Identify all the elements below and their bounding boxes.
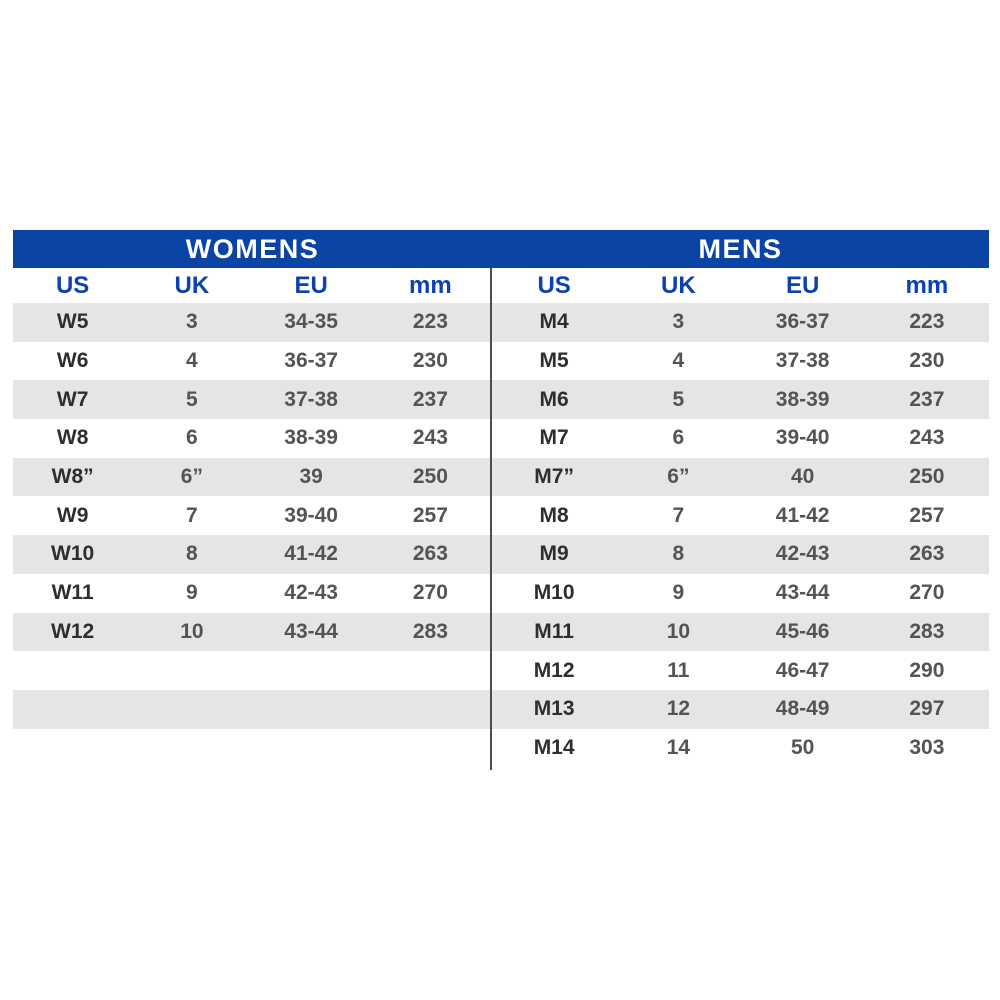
table-row [492, 729, 989, 768]
cell: 38-39 [775, 387, 830, 411]
cell: 230 [412, 349, 448, 373]
cell: W12 [51, 619, 95, 643]
mens-rows [492, 303, 989, 767]
cell: 39-40 [775, 426, 830, 450]
cell: 230 [909, 349, 945, 373]
cell: 7 [672, 503, 685, 527]
table-row [492, 690, 989, 729]
cell: M7 [539, 426, 569, 450]
mens-column-headers [492, 268, 989, 303]
cell: 263 [412, 542, 448, 566]
cell: 9 [672, 581, 685, 605]
table-row [492, 651, 989, 690]
cell: 50 [790, 735, 815, 759]
table-row [13, 613, 490, 652]
title-bar [13, 230, 989, 268]
womens-column-headers [13, 268, 490, 303]
cell: 36-37 [284, 349, 338, 373]
cell: 223 [412, 310, 448, 334]
cell: 48-49 [775, 697, 830, 721]
cell: 250 [909, 465, 945, 489]
cell: M5 [539, 349, 569, 373]
table-row [13, 651, 490, 690]
cell: 257 [412, 503, 448, 527]
column-header: mm [409, 271, 452, 299]
table-row [13, 690, 490, 729]
cell: M12 [533, 658, 575, 682]
column-header: UK [174, 271, 210, 299]
cell: 41-42 [775, 503, 830, 527]
cell: 283 [412, 619, 448, 643]
cell: 34-35 [284, 310, 338, 334]
section-divider-line [490, 268, 492, 770]
cell: M14 [533, 735, 575, 759]
cell: 42-43 [775, 542, 830, 566]
cell: M6 [539, 387, 569, 411]
cell: 270 [412, 581, 448, 605]
cell: 43-44 [284, 619, 338, 643]
table-row [492, 574, 989, 613]
womens-table [13, 268, 490, 767]
cell: M8 [539, 503, 569, 527]
cell: 10 [666, 619, 691, 643]
cell: 38-39 [284, 426, 338, 450]
cell: 297 [909, 697, 945, 721]
table-row [492, 303, 989, 342]
cell: W11 [51, 581, 94, 605]
column-header: EU [785, 271, 820, 299]
cell: 37-38 [284, 387, 338, 411]
shoe-size-chart [13, 230, 989, 767]
table-row [13, 458, 490, 497]
cell: 39 [299, 465, 323, 489]
column-header: mm [905, 271, 949, 299]
table-row [13, 419, 490, 458]
table-row [13, 342, 490, 381]
womens-rows [13, 303, 490, 729]
tables-area [13, 268, 989, 767]
cell: M7” [534, 465, 574, 489]
cell: W9 [56, 503, 89, 527]
table-row [492, 419, 989, 458]
column-header: US [537, 271, 571, 299]
cell: 41-42 [284, 542, 338, 566]
cell: 8 [672, 542, 685, 566]
cell: 6” [667, 465, 690, 489]
cell: 9 [186, 581, 198, 605]
column-header: US [55, 271, 90, 299]
table-row [492, 342, 989, 381]
cell: 283 [909, 619, 945, 643]
cell: 36-37 [775, 310, 830, 334]
cell: W5 [56, 310, 89, 334]
table-row [492, 380, 989, 419]
mens-section-title: MENS [698, 233, 783, 264]
womens-section-title: WOMENS [185, 233, 320, 264]
table-row [13, 535, 490, 574]
cell: W6 [56, 349, 89, 373]
table-row [492, 458, 989, 497]
cell: 46-47 [775, 658, 830, 682]
cell: 223 [909, 310, 945, 334]
column-header: EU [294, 271, 328, 299]
cell: 5 [186, 387, 198, 411]
cell: 14 [666, 735, 691, 759]
cell: 237 [412, 387, 448, 411]
cell: 257 [909, 503, 945, 527]
cell: M10 [533, 581, 575, 605]
cell: 5 [672, 387, 685, 411]
cell: 243 [909, 426, 945, 450]
cell: 8 [186, 542, 198, 566]
mens-table [492, 268, 989, 767]
cell: M9 [539, 542, 569, 566]
cell: 250 [412, 465, 448, 489]
cell: 263 [909, 542, 945, 566]
cell: 6 [186, 426, 198, 450]
cell: 43-44 [775, 581, 830, 605]
cell: 3 [672, 310, 685, 334]
table-row [13, 574, 490, 613]
table-row [13, 496, 490, 535]
cell: 10 [180, 619, 204, 643]
cell: 45-46 [775, 619, 830, 643]
cell: 237 [909, 387, 945, 411]
cell: 37-38 [775, 349, 830, 373]
table-row [492, 496, 989, 535]
table-row [492, 613, 989, 652]
cell: 4 [186, 349, 198, 373]
cell: 40 [790, 465, 815, 489]
cell: 6” [180, 465, 203, 489]
column-header: UK [661, 271, 696, 299]
table-row [13, 380, 490, 419]
cell: 270 [909, 581, 945, 605]
cell: 39-40 [284, 503, 338, 527]
cell: M11 [534, 619, 574, 643]
cell: M13 [533, 697, 575, 721]
cell: W8 [56, 426, 89, 450]
cell: 3 [186, 310, 198, 334]
table-row [13, 303, 490, 342]
table-row [492, 535, 989, 574]
cell: W7 [56, 387, 89, 411]
cell: W10 [51, 542, 95, 566]
cell: 12 [666, 697, 691, 721]
cell: 42-43 [284, 581, 338, 605]
cell: 6 [672, 426, 685, 450]
cell: 7 [186, 503, 198, 527]
cell: 303 [909, 735, 945, 759]
cell: W8” [51, 465, 94, 489]
cell: 4 [672, 349, 685, 373]
cell: 290 [909, 658, 945, 682]
cell: 243 [412, 426, 448, 450]
cell: 11 [667, 658, 690, 682]
cell: M4 [539, 310, 569, 334]
